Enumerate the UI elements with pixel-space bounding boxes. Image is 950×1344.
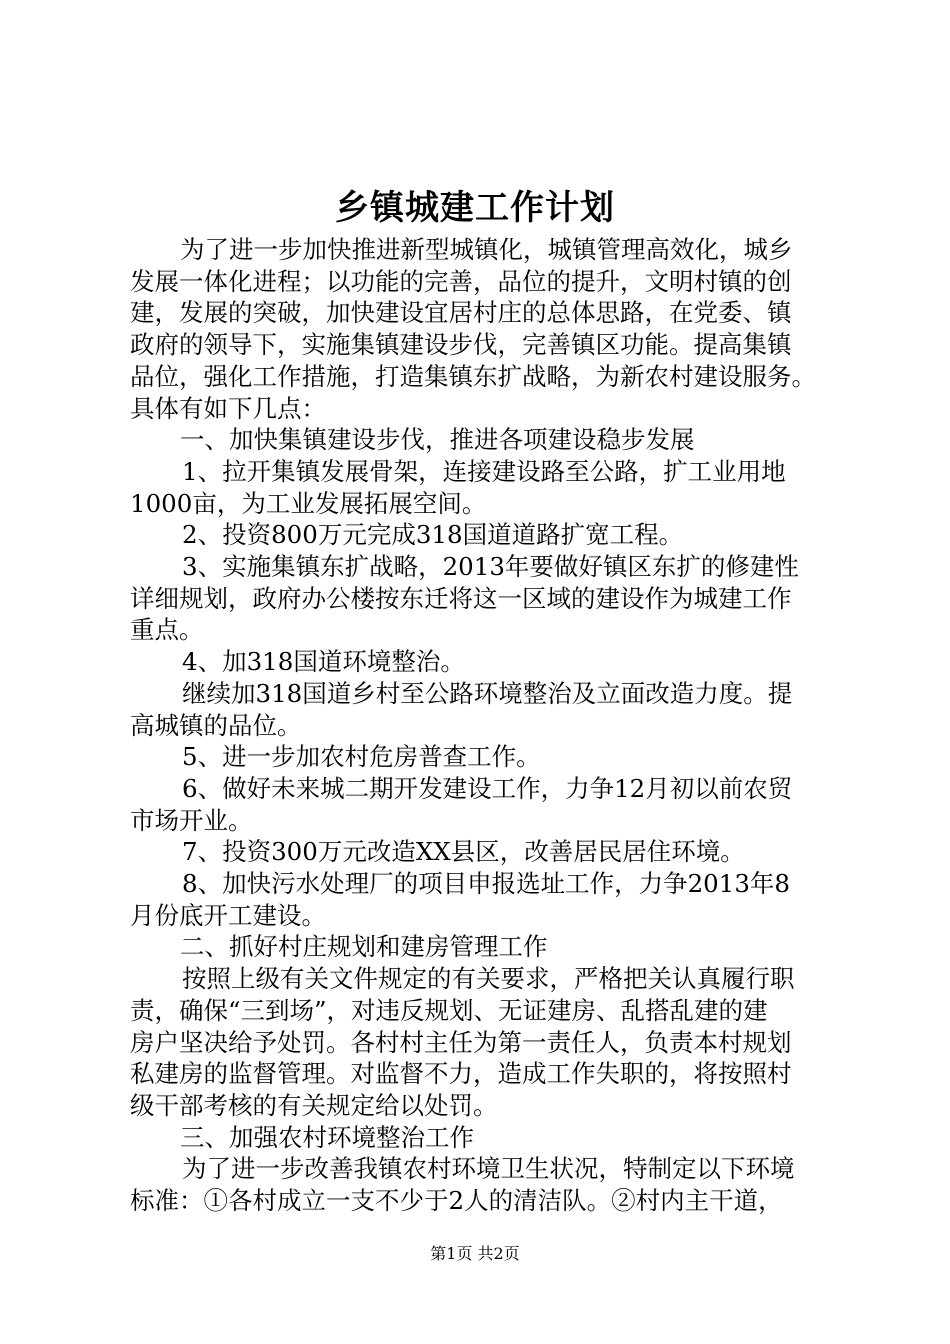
- text-line: 为了进一步改善我镇农村环境卫生状况，特制定以下环境: [182, 1154, 795, 1184]
- section-heading-2: [130, 931, 842, 963]
- text-line: 建，发展的突破，加快建设宜居村庄的总体思路，在党委、镇: [130, 298, 792, 328]
- text-line: 5、进一步加农村危房普查工作。: [182, 742, 541, 772]
- text-line: 发展一体化进程；以功能的完善，品位的提升，文明村镇的创: [130, 266, 792, 296]
- text-line: 私建房的监督管理。对监督不力，造成工作失职的，将按照村: [130, 1059, 792, 1089]
- list-item-2: [130, 519, 842, 551]
- text-line: 1000亩，为工业发展拓展空间。: [130, 488, 487, 518]
- paragraph-intro: [130, 234, 842, 424]
- paragraph-item-4-detail: [130, 678, 842, 741]
- page-footer: 第1页 共2页: [430, 1244, 520, 1263]
- list-item-3: [130, 551, 842, 646]
- text-line: 按照上级有关文件规定的有关要求，严格把关认真履行职: [182, 964, 795, 994]
- text-line: 3、实施集镇东扩战略，2013年要做好镇区东扩的修建性: [182, 552, 799, 582]
- text-line: 责，确保“三到场”，对违反规划、无证建房、乱搭乱建的建: [130, 995, 768, 1025]
- list-item-7: [130, 836, 842, 868]
- list-item-5: [130, 741, 842, 773]
- text-line: 1、拉开集镇发展骨架，连接建设路至公路，扩工业用地: [182, 456, 786, 486]
- list-item-4: [130, 646, 842, 678]
- text-line: 2、投资800万元完成318国道道路扩宽工程。: [182, 520, 684, 550]
- list-item-1: [130, 456, 842, 519]
- text-line: 高城镇的品位。: [130, 710, 302, 740]
- section-heading-1: [130, 424, 842, 456]
- document-body: [130, 234, 842, 1217]
- text-line: 具体有如下几点：: [130, 393, 326, 423]
- text-line: 市场开业。: [130, 805, 253, 835]
- text-line: 政府的领导下，实施集镇建设步伐，完善镇区功能。提高集镇: [130, 330, 792, 360]
- text-line: 级干部考核的有关规定给以处罚。: [130, 1090, 498, 1120]
- text-line: 标准：①各村成立一支不少于2人的清洁队。②村内主干道，: [130, 1186, 783, 1216]
- section-heading-3: [130, 1122, 842, 1154]
- list-item-6: [130, 773, 842, 836]
- text-line: 一、加快集镇建设步伐，推进各项建设稳步发展: [180, 425, 695, 455]
- text-line: 重点。: [130, 615, 204, 645]
- paragraph-section-3: [130, 1153, 842, 1216]
- text-line: 4、加318国道环境整治。: [182, 647, 465, 677]
- text-line: 为了进一步加快推进新型城镇化，城镇管理高效化，城乡: [180, 235, 793, 264]
- text-line: 8、加快污水处理厂的项目申报选址工作，力争2013年8: [182, 869, 791, 899]
- text-line: 二、抓好村庄规划和建房管理工作: [180, 932, 548, 962]
- text-line: 详细规划，政府办公楼按东迁将这一区域的建设作为城建工作: [130, 583, 792, 613]
- list-item-8: [130, 868, 842, 931]
- text-line: 房户坚决给予处罚。各村村主任为第一责任人，负责本村规划: [130, 1027, 792, 1057]
- text-line: 三、加强农村环境整治工作: [180, 1122, 474, 1152]
- paragraph-section-2: [130, 963, 842, 1122]
- document-title: 乡镇城建工作计划: [335, 188, 615, 228]
- text-line: 品位，强化工作措施，打造集镇东扩战略，为新农村建设服务。: [130, 361, 816, 391]
- text-line: 6、做好未来城二期开发建设工作，力争12月初以前农贸: [182, 773, 793, 803]
- text-line: 月份底开工建设。: [130, 900, 326, 930]
- text-line: 继续加318国道乡村至公路环境整治及立面改造力度。提: [182, 678, 793, 708]
- text-line: 7、投资300万元改造XX县区，改善居民居住环境。: [182, 837, 745, 867]
